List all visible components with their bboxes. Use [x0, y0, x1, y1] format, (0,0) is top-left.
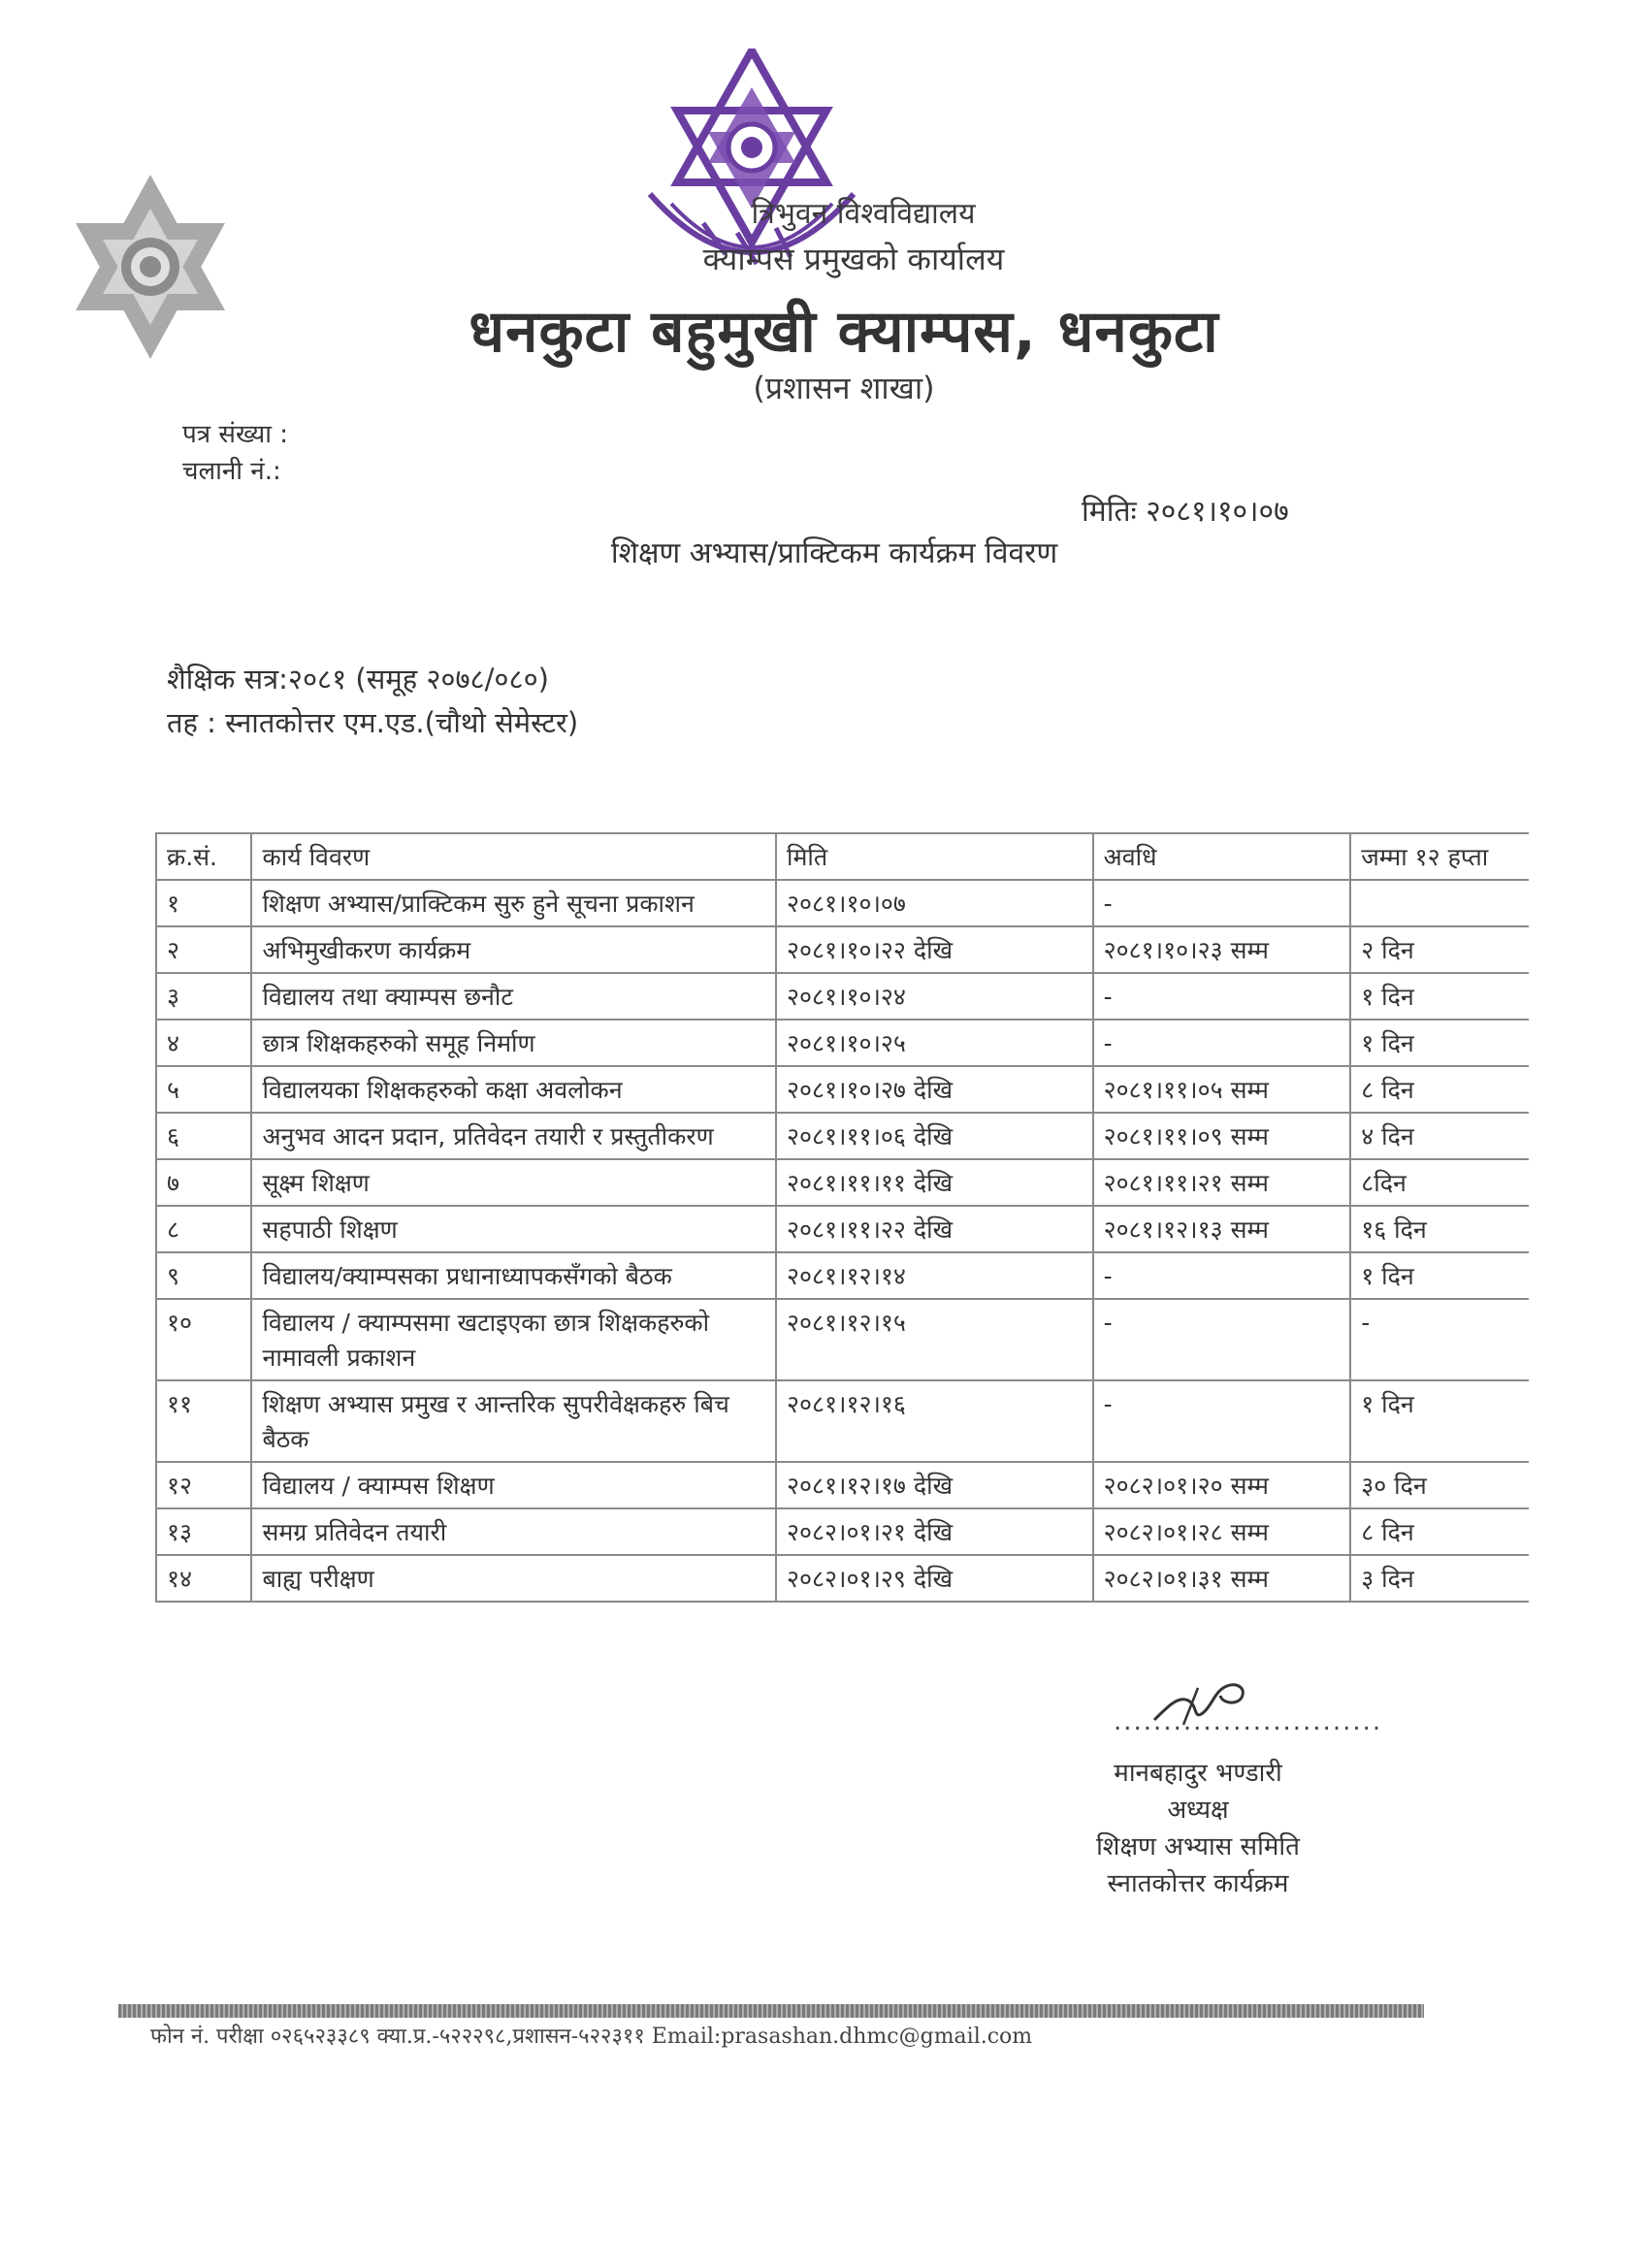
signature-line: ...........................: [1114, 1707, 1383, 1736]
cell-duration: २०८१।११।२१ सम्म: [1093, 1159, 1351, 1206]
cell-serial: ३: [156, 973, 251, 1020]
cell-total: -: [1350, 1299, 1529, 1380]
cell-total: [1350, 880, 1529, 926]
column-header-duration: अवधि: [1093, 833, 1351, 880]
signatory-committee: शिक्षण अभ्यास समिति: [1096, 1832, 1300, 1862]
cell-duration: २०८१।१०।२३ सम्म: [1093, 926, 1351, 973]
cell-date: २०८१।११।११ देखि: [776, 1159, 1093, 1206]
cell-activity: शिक्षण अभ्यास प्रमुख र आन्तरिक सुपरीवेक्षकहरु बिच बैठक: [251, 1380, 776, 1462]
table-row: [156, 1555, 1529, 1602]
cell-activity: विद्यालय तथा क्याम्पस छनौट: [251, 973, 776, 1020]
branch-name: (प्रशासन शाखा): [753, 370, 935, 406]
cell-date: २०८२।०१।२१ देखि: [776, 1508, 1093, 1555]
schedule-table: [155, 832, 1529, 1603]
cell-total: १ दिन: [1350, 973, 1529, 1020]
cell-serial: १३: [156, 1508, 251, 1555]
cell-total: १ दिन: [1350, 1020, 1529, 1066]
cell-serial: ६: [156, 1113, 251, 1159]
table-row: [156, 926, 1529, 973]
campus-name: धनकुटा बहुमुखी क्याम्पस, धनकुटा: [469, 298, 1219, 366]
cell-serial: ८: [156, 1206, 251, 1252]
cell-duration: २०८१।१२।१३ सम्म: [1093, 1206, 1351, 1252]
column-header-total: जम्मा १२ हप्ता: [1350, 833, 1529, 880]
document-title: शिक्षण अभ्यास/प्राक्टिकम कार्यक्रम विवरण: [610, 536, 1058, 570]
cell-duration: २०८२।०१।२० सम्म: [1093, 1462, 1351, 1508]
cell-duration: २०८२।०१।२८ सम्म: [1093, 1508, 1351, 1555]
cell-date: २०८१।१२।१५: [776, 1299, 1093, 1380]
cell-activity: समग्र प्रतिवेदन तयारी: [251, 1508, 776, 1555]
cell-date: २०८१।१०।२७ देखि: [776, 1066, 1093, 1113]
cell-date: २०८१।१०।०७: [776, 880, 1093, 926]
column-header-date: मिति: [776, 833, 1093, 880]
column-header-serial: क्र.सं.: [156, 833, 251, 880]
table-row: [156, 1020, 1529, 1066]
cell-date: २०८१।१२।१६: [776, 1380, 1093, 1462]
cell-duration: -: [1093, 973, 1351, 1020]
cell-total: ३० दिन: [1350, 1462, 1529, 1508]
cell-activity: छात्र शिक्षकहरुको समूह निर्माण: [251, 1020, 776, 1066]
table-row: [156, 1462, 1529, 1508]
cell-date: २०८१।१२।१४: [776, 1252, 1093, 1299]
cell-total: ३ दिन: [1350, 1555, 1529, 1602]
cell-date: २०८१।११।२२ देखि: [776, 1206, 1093, 1252]
cell-serial: ४: [156, 1020, 251, 1066]
table-row: [156, 1206, 1529, 1252]
cell-serial: १४: [156, 1555, 251, 1602]
cell-activity: शिक्षण अभ्यास/प्राक्टिकम सुरु हुने सूचना प्रकाशन: [251, 880, 776, 926]
cell-activity: बाह्य परीक्षण: [251, 1555, 776, 1602]
signatory-name: मानबहादुर भण्डारी: [1114, 1759, 1282, 1788]
cell-date: २०८१।१०।२४: [776, 973, 1093, 1020]
cell-date: २०८१।१२।१७ देखि: [776, 1462, 1093, 1508]
reference-number-label: पत्र संख्या :: [182, 420, 289, 449]
dispatch-number-label: चलानी नं.:: [182, 457, 281, 486]
table-row: [156, 1113, 1529, 1159]
signatory-program: स्नातकोत्तर कार्यक्रम: [1107, 1869, 1289, 1898]
cell-serial: २: [156, 926, 251, 973]
cell-serial: ९: [156, 1252, 251, 1299]
academic-session: शैक्षिक सत्र:२०८१ (समूह २०७८/०८०): [167, 663, 549, 696]
cell-activity: सहपाठी शिक्षण: [251, 1206, 776, 1252]
footer-contact: फोन नं. परीक्षा ०२६५२३३८९ क्या.प्र.-५२२२९८,प्रशासन-५२२३११ Email:prasashan.dhmc@gmail.com: [150, 2025, 1033, 2049]
table-row: [156, 880, 1529, 926]
cell-activity: विद्यालय / क्याम्पसमा खटाइएका छात्र शिक्षकहरुको नामावली प्रकाशन: [251, 1299, 776, 1380]
cell-duration: -: [1093, 1299, 1351, 1380]
cell-serial: १०: [156, 1299, 251, 1380]
university-name: त्रिभुवन विश्वविद्यालय: [751, 197, 976, 231]
cell-total: १६ दिन: [1350, 1206, 1529, 1252]
university-seal-stamp: [611, 49, 892, 320]
table-row: [156, 1508, 1529, 1555]
cell-serial: ५: [156, 1066, 251, 1113]
cell-total: १ दिन: [1350, 1380, 1529, 1462]
cell-activity: अनुभव आदन प्रदान, प्रतिवेदन तयारी र प्रस्तुतीकरण: [251, 1113, 776, 1159]
cell-total: ८ दिन: [1350, 1508, 1529, 1555]
cell-total: ८ दिन: [1350, 1066, 1529, 1113]
cell-duration: २०८१।११।०५ सम्म: [1093, 1066, 1351, 1113]
cell-duration: -: [1093, 1252, 1351, 1299]
signatory-designation: अध्यक्ष: [1167, 1796, 1229, 1825]
cell-date: २०८२।०१।२९ देखि: [776, 1555, 1093, 1602]
cell-duration: -: [1093, 1380, 1351, 1462]
cell-total: ८दिन: [1350, 1159, 1529, 1206]
cell-activity: अभिमुखीकरण कार्यक्रम: [251, 926, 776, 973]
table-row: [156, 1159, 1529, 1206]
cell-date: २०८१।११।०६ देखि: [776, 1113, 1093, 1159]
table-row: [156, 1299, 1529, 1380]
cell-date: २०८१।१०।२२ देखि: [776, 926, 1093, 973]
column-header-activity: कार्य विवरण: [251, 833, 776, 880]
cell-activity: विद्यालय / क्याम्पस शिक्षण: [251, 1462, 776, 1508]
footer-divider: [118, 2004, 1424, 2018]
cell-serial: ७: [156, 1159, 251, 1206]
cell-duration: २०८१।११।०९ सम्म: [1093, 1113, 1351, 1159]
table-header-row: [156, 833, 1529, 880]
cell-activity: विद्यालय/क्याम्पसका प्रधानाध्यापकसँगको बैठक: [251, 1252, 776, 1299]
cell-duration: २०८२।०१।३१ सम्म: [1093, 1555, 1351, 1602]
table-row: [156, 1066, 1529, 1113]
office-name: क्याम्पस प्रमुखको कार्यालय: [702, 241, 1005, 277]
cell-total: १ दिन: [1350, 1252, 1529, 1299]
cell-duration: -: [1093, 880, 1351, 926]
table-row: [156, 973, 1529, 1020]
cell-duration: -: [1093, 1020, 1351, 1066]
cell-total: ४ दिन: [1350, 1113, 1529, 1159]
cell-activity: विद्यालयका शिक्षकहरुको कक्षा अवलोकन: [251, 1066, 776, 1113]
table-row: [156, 1380, 1529, 1462]
cell-serial: १: [156, 880, 251, 926]
cell-serial: ११: [156, 1380, 251, 1462]
program-level: तह : स्नातकोत्तर एम.एड.(चौथो सेमेस्टर): [167, 706, 579, 739]
cell-activity: सूक्ष्म शिक्षण: [251, 1159, 776, 1206]
cell-date: २०८१।१०।२५: [776, 1020, 1093, 1066]
table-row: [156, 1252, 1529, 1299]
letter-date: मितिः २०८१।१०।०७: [1082, 495, 1289, 529]
cell-serial: १२: [156, 1462, 251, 1508]
cell-total: २ दिन: [1350, 926, 1529, 973]
